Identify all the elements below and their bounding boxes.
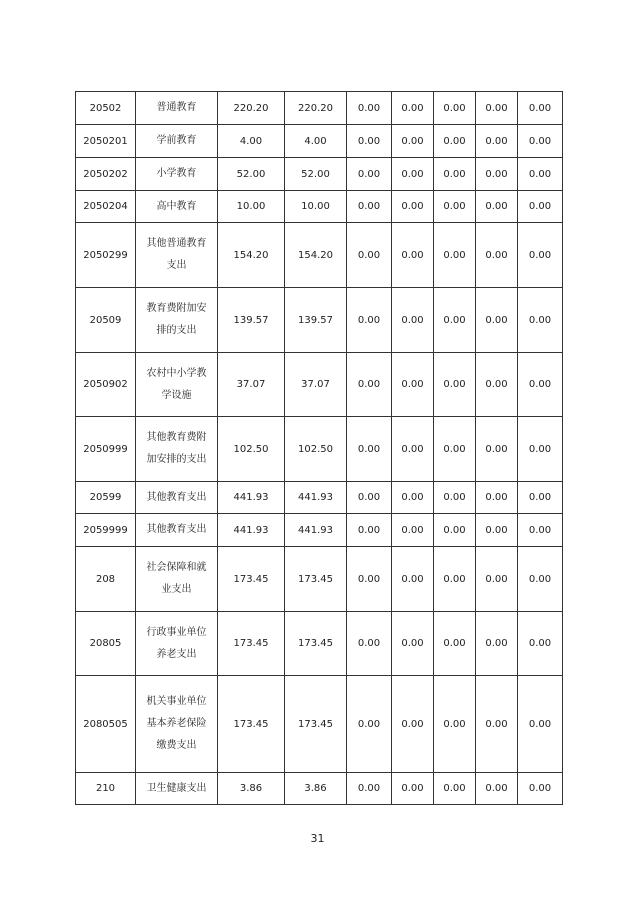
amount-cell: 0.00 bbox=[392, 223, 434, 288]
amount-cell: 0.00 bbox=[476, 191, 518, 223]
amount-cell: 0.00 bbox=[392, 612, 434, 676]
code-cell: 2080505 bbox=[76, 676, 136, 773]
amount-cell: 3.86 bbox=[285, 773, 347, 805]
amount-cell: 0.00 bbox=[518, 191, 563, 223]
amount-cell: 0.00 bbox=[434, 612, 476, 676]
amount-cell: 0.00 bbox=[518, 92, 563, 125]
page-number: 31 bbox=[310, 832, 325, 845]
amount-cell: 173.45 bbox=[218, 612, 285, 676]
amount-cell: 0.00 bbox=[392, 547, 434, 612]
amount-cell: 0.00 bbox=[347, 417, 392, 482]
amount-cell: 0.00 bbox=[434, 92, 476, 125]
code-cell: 2050299 bbox=[76, 223, 136, 288]
amount-cell: 0.00 bbox=[434, 676, 476, 773]
amount-cell: 0.00 bbox=[476, 288, 518, 353]
name-cell: 社会保障和就 业支出 bbox=[136, 547, 218, 612]
code-cell: 2050902 bbox=[76, 353, 136, 417]
amount-cell: 0.00 bbox=[392, 773, 434, 805]
name-cell: 卫生健康支出 bbox=[136, 773, 218, 805]
amount-cell: 0.00 bbox=[347, 191, 392, 223]
amount-cell: 0.00 bbox=[518, 547, 563, 612]
amount-cell: 102.50 bbox=[285, 417, 347, 482]
amount-cell: 0.00 bbox=[518, 612, 563, 676]
amount-cell: 0.00 bbox=[476, 547, 518, 612]
amount-cell: 441.93 bbox=[218, 482, 285, 514]
table-row bbox=[76, 773, 563, 805]
amount-cell: 0.00 bbox=[476, 612, 518, 676]
table-row bbox=[76, 676, 563, 773]
amount-cell: 0.00 bbox=[434, 547, 476, 612]
amount-cell: 0.00 bbox=[434, 417, 476, 482]
amount-cell: 0.00 bbox=[434, 223, 476, 288]
amount-cell: 0.00 bbox=[392, 125, 434, 158]
amount-cell: 52.00 bbox=[285, 158, 347, 191]
amount-cell: 0.00 bbox=[434, 158, 476, 191]
table-row bbox=[76, 92, 563, 125]
amount-cell: 0.00 bbox=[347, 92, 392, 125]
amount-cell: 37.07 bbox=[285, 353, 347, 417]
amount-cell: 0.00 bbox=[434, 191, 476, 223]
amount-cell: 154.20 bbox=[218, 223, 285, 288]
code-cell: 2050201 bbox=[76, 125, 136, 158]
name-cell: 机关事业单位 基本养老保险 缴费支出 bbox=[136, 676, 218, 773]
amount-cell: 0.00 bbox=[392, 158, 434, 191]
amount-cell: 0.00 bbox=[518, 223, 563, 288]
amount-cell: 220.20 bbox=[218, 92, 285, 125]
amount-cell: 441.93 bbox=[218, 514, 285, 547]
name-cell: 小学教育 bbox=[136, 158, 218, 191]
table-row bbox=[76, 223, 563, 288]
amount-cell: 0.00 bbox=[347, 353, 392, 417]
table-row bbox=[76, 417, 563, 482]
amount-cell: 0.00 bbox=[392, 514, 434, 547]
amount-cell: 52.00 bbox=[218, 158, 285, 191]
amount-cell: 0.00 bbox=[434, 514, 476, 547]
amount-cell: 0.00 bbox=[434, 288, 476, 353]
amount-cell: 0.00 bbox=[476, 676, 518, 773]
amount-cell: 139.57 bbox=[218, 288, 285, 353]
table-row bbox=[76, 191, 563, 223]
amount-cell: 4.00 bbox=[285, 125, 347, 158]
amount-cell: 0.00 bbox=[476, 223, 518, 288]
amount-cell: 173.45 bbox=[285, 676, 347, 773]
amount-cell: 0.00 bbox=[392, 482, 434, 514]
amount-cell: 37.07 bbox=[218, 353, 285, 417]
amount-cell: 0.00 bbox=[518, 482, 563, 514]
code-cell: 20502 bbox=[76, 92, 136, 125]
amount-cell: 0.00 bbox=[434, 482, 476, 514]
name-cell: 学前教育 bbox=[136, 125, 218, 158]
amount-cell: 0.00 bbox=[476, 417, 518, 482]
code-cell: 20509 bbox=[76, 288, 136, 353]
amount-cell: 0.00 bbox=[347, 288, 392, 353]
amount-cell: 0.00 bbox=[347, 547, 392, 612]
name-cell: 其他教育费附 加安排的支出 bbox=[136, 417, 218, 482]
amount-cell: 139.57 bbox=[285, 288, 347, 353]
amount-cell: 0.00 bbox=[476, 773, 518, 805]
amount-cell: 0.00 bbox=[518, 125, 563, 158]
table-row bbox=[76, 158, 563, 191]
amount-cell: 0.00 bbox=[518, 773, 563, 805]
amount-cell: 0.00 bbox=[476, 158, 518, 191]
amount-cell: 0.00 bbox=[392, 353, 434, 417]
amount-cell: 0.00 bbox=[518, 417, 563, 482]
amount-cell: 0.00 bbox=[347, 125, 392, 158]
amount-cell: 0.00 bbox=[347, 612, 392, 676]
amount-cell: 0.00 bbox=[347, 223, 392, 288]
amount-cell: 0.00 bbox=[518, 514, 563, 547]
amount-cell: 0.00 bbox=[347, 773, 392, 805]
amount-cell: 441.93 bbox=[285, 514, 347, 547]
amount-cell: 0.00 bbox=[476, 482, 518, 514]
table-row bbox=[76, 482, 563, 514]
amount-cell: 0.00 bbox=[434, 773, 476, 805]
amount-cell: 0.00 bbox=[347, 514, 392, 547]
amount-cell: 4.00 bbox=[218, 125, 285, 158]
amount-cell: 441.93 bbox=[285, 482, 347, 514]
amount-cell: 0.00 bbox=[518, 158, 563, 191]
amount-cell: 0.00 bbox=[518, 353, 563, 417]
name-cell: 其他教育支出 bbox=[136, 514, 218, 547]
amount-cell: 0.00 bbox=[476, 514, 518, 547]
code-cell: 20805 bbox=[76, 612, 136, 676]
amount-cell: 0.00 bbox=[392, 417, 434, 482]
amount-cell: 173.45 bbox=[218, 547, 285, 612]
table-row bbox=[76, 612, 563, 676]
code-cell: 20599 bbox=[76, 482, 136, 514]
amount-cell: 0.00 bbox=[392, 676, 434, 773]
amount-cell: 0.00 bbox=[392, 288, 434, 353]
name-cell: 农村中小学教 学设施 bbox=[136, 353, 218, 417]
table-row bbox=[76, 125, 563, 158]
expenditure-table bbox=[75, 91, 563, 805]
amount-cell: 154.20 bbox=[285, 223, 347, 288]
amount-cell: 0.00 bbox=[347, 676, 392, 773]
amount-cell: 173.45 bbox=[285, 547, 347, 612]
code-cell: 2050202 bbox=[76, 158, 136, 191]
amount-cell: 3.86 bbox=[218, 773, 285, 805]
code-cell: 208 bbox=[76, 547, 136, 612]
table-row bbox=[76, 547, 563, 612]
table-row bbox=[76, 288, 563, 353]
name-cell: 高中教育 bbox=[136, 191, 218, 223]
amount-cell: 173.45 bbox=[218, 676, 285, 773]
name-cell: 教育费附加安 排的支出 bbox=[136, 288, 218, 353]
amount-cell: 10.00 bbox=[285, 191, 347, 223]
code-cell: 2050204 bbox=[76, 191, 136, 223]
amount-cell: 0.00 bbox=[518, 288, 563, 353]
amount-cell: 0.00 bbox=[434, 353, 476, 417]
code-cell: 210 bbox=[76, 773, 136, 805]
amount-cell: 0.00 bbox=[476, 92, 518, 125]
amount-cell: 0.00 bbox=[347, 482, 392, 514]
name-cell: 普通教育 bbox=[136, 92, 218, 125]
amount-cell: 0.00 bbox=[347, 158, 392, 191]
amount-cell: 0.00 bbox=[434, 125, 476, 158]
amount-cell: 0.00 bbox=[392, 191, 434, 223]
table-row bbox=[76, 514, 563, 547]
code-cell: 2050999 bbox=[76, 417, 136, 482]
amount-cell: 0.00 bbox=[476, 125, 518, 158]
amount-cell: 173.45 bbox=[285, 612, 347, 676]
amount-cell: 0.00 bbox=[518, 676, 563, 773]
name-cell: 其他普通教育 支出 bbox=[136, 223, 218, 288]
amount-cell: 220.20 bbox=[285, 92, 347, 125]
amount-cell: 10.00 bbox=[218, 191, 285, 223]
amount-cell: 102.50 bbox=[218, 417, 285, 482]
amount-cell: 0.00 bbox=[476, 353, 518, 417]
name-cell: 其他教育支出 bbox=[136, 482, 218, 514]
table-row bbox=[76, 353, 563, 417]
table-body bbox=[76, 92, 563, 805]
code-cell: 2059999 bbox=[76, 514, 136, 547]
name-cell: 行政事业单位 养老支出 bbox=[136, 612, 218, 676]
amount-cell: 0.00 bbox=[392, 92, 434, 125]
